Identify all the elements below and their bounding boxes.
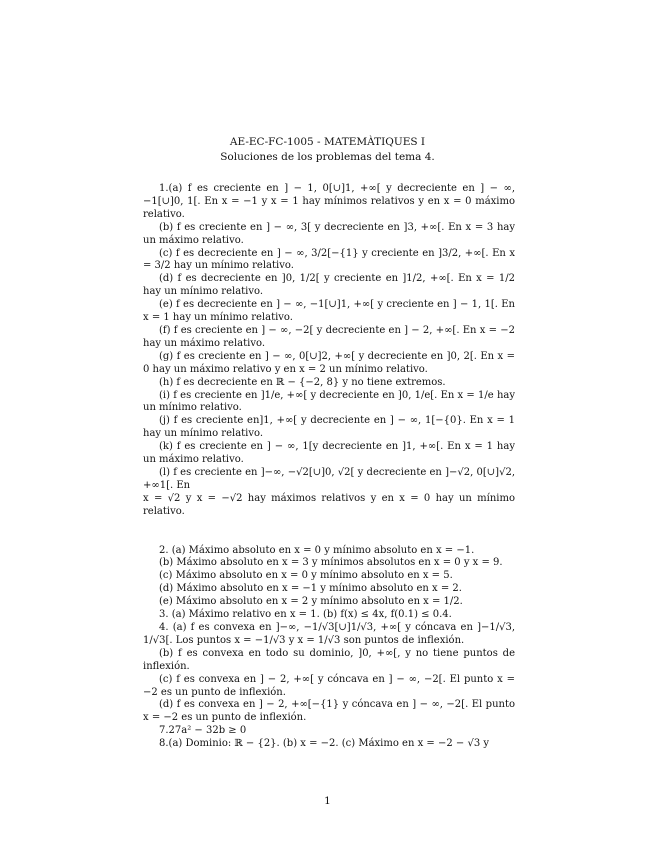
solution-paragraph: (e) f es decreciente en ] − ∞, −1[∪]1, +∞[ y creciente en ] − 1, 1[. En x = 1 hay un mínimo relativo. bbox=[143, 299, 515, 324]
solution-paragraph: x = √2 y x = −√2 hay máximos relativos y en x = 0 hay un mínimo relativo. bbox=[143, 492, 515, 517]
solution-paragraph: (d) f es convexa en ] − 2, +∞[−{1} y cóncava en ] − ∞, −2[. El punto x = −2 es un punto de inflexión. bbox=[143, 699, 515, 724]
solution-paragraph: (b) Máximo absoluto en x = 3 y mínimos absolutos en x = 0 y x = 9. bbox=[159, 557, 503, 569]
solution-paragraph: 3. (a) Máximo relativo en x = 1. (b) f(x) ≤ 4x, f(0.1) ≤ 0.4. bbox=[159, 609, 452, 621]
solution-paragraph: (l) f es creciente en ]−∞, −√2[∪]0, √2[ y decreciente en ]−√2, 0[∪]√2, +∞1[. En bbox=[143, 466, 515, 491]
solution-paragraph: (g) f es creciente en ] − ∞, 0[∪]2, +∞[ y decreciente en ]0, 2[. En x = 0 hay un máximo relativo y en x = 2 un mínimo relativo. bbox=[143, 350, 515, 375]
solution-paragraph: 2. (a) Máximo absoluto en x = 0 y mínimo absoluto en x = −1. bbox=[159, 544, 475, 556]
solution-paragraph: (c) f es convexa en ] − 2, +∞[ y cóncava en ] − ∞, −2[. El punto x = −2 es un punto de inflexión. bbox=[143, 673, 515, 698]
solution-paragraph: (f) f es creciente en ] − ∞, −2[ y decreciente en ] − 2, +∞[. En x = −2 hay un máximo relativo. bbox=[143, 324, 515, 349]
solution-paragraph: (k) f es creciente en ] − ∞, 1[y decreciente en ]1, +∞[. En x = 1 hay un máximo relativo. bbox=[143, 441, 515, 466]
document-subtitle: Soluciones de los problemas del tema 4. bbox=[220, 151, 435, 163]
solution-paragraph: (c) Máximo absoluto en x = 0 y mínimo absoluto en x = 5. bbox=[159, 570, 453, 582]
solution-paragraph: (b) f es creciente en ] − ∞, 3[ y decreciente en ]3, +∞[. En x = 3 hay un máximo relativo. bbox=[143, 221, 515, 246]
solution-paragraph: (d) Máximo absoluto en x = −1 y mínimo absoluto en x = 2. bbox=[159, 583, 462, 595]
page-number: 1 bbox=[324, 795, 331, 807]
solution-paragraph: (j) f es creciente en]1, +∞[ y decreciente en ] − ∞, 1[−{0}. En x = 1 hay un mínimo relativo. bbox=[143, 415, 515, 440]
solution-paragraph: (d) f es decreciente en ]0, 1/2[ y creciente en ]1/2, +∞[. En x = 1/2 hay un mínimo relativo. bbox=[143, 273, 515, 298]
section-gap bbox=[143, 519, 515, 545]
solution-paragraph: (c) f es decreciente en ] − ∞, 3/2[−{1} y creciente en ]3/2, +∞[. En x = 3/2 hay un mínimo relativo. bbox=[143, 247, 515, 272]
solution-paragraph: 4. (a) f es convexa en ]−∞, −1/√3[∪]1/√3, +∞[ y cóncava en ]−1/√3, 1/√3[. Los puntos x = −1/√3 y x = 1/√3 son puntos de inflexión. bbox=[143, 622, 515, 646]
solution-paragraph: (i) f es creciente en ]1/e, +∞[ y decreciente en ]0, 1/e[. En x = 1/e hay un mínimo relativo. bbox=[143, 389, 515, 414]
solution-paragraph: 7.27a² − 32b ≥ 0 bbox=[159, 725, 247, 737]
solution-paragraph: (h) f es decreciente en ℝ − {−2, 8} y no tiene extremos. bbox=[159, 376, 446, 388]
solution-paragraph: 1.(a) f es creciente en ] − 1, 0[∪]1, +∞[ y decreciente en ] − ∞, −1[∪]0, 1[. En x = −1 y x = 1 hay mínimos relativos y en x = 0 máximo relativo. bbox=[143, 183, 515, 220]
solutions-body bbox=[143, 183, 515, 751]
solution-paragraph: (e) Máximo absoluto en x = 2 y mínimo absoluto en x = 1/2. bbox=[159, 596, 463, 608]
document-title: AE-EC-FC-1005 - MATEMÀTIQUES I bbox=[229, 136, 426, 148]
solution-paragraph: 8.(a) Dominio: ℝ − {2}. (b) x = −2. (c) Máximo en x = −2 − √3 y bbox=[159, 738, 490, 750]
solution-paragraph: (b) f es convexa en todo su dominio, ]0, +∞[, y no tiene puntos de inflexión. bbox=[143, 647, 515, 672]
